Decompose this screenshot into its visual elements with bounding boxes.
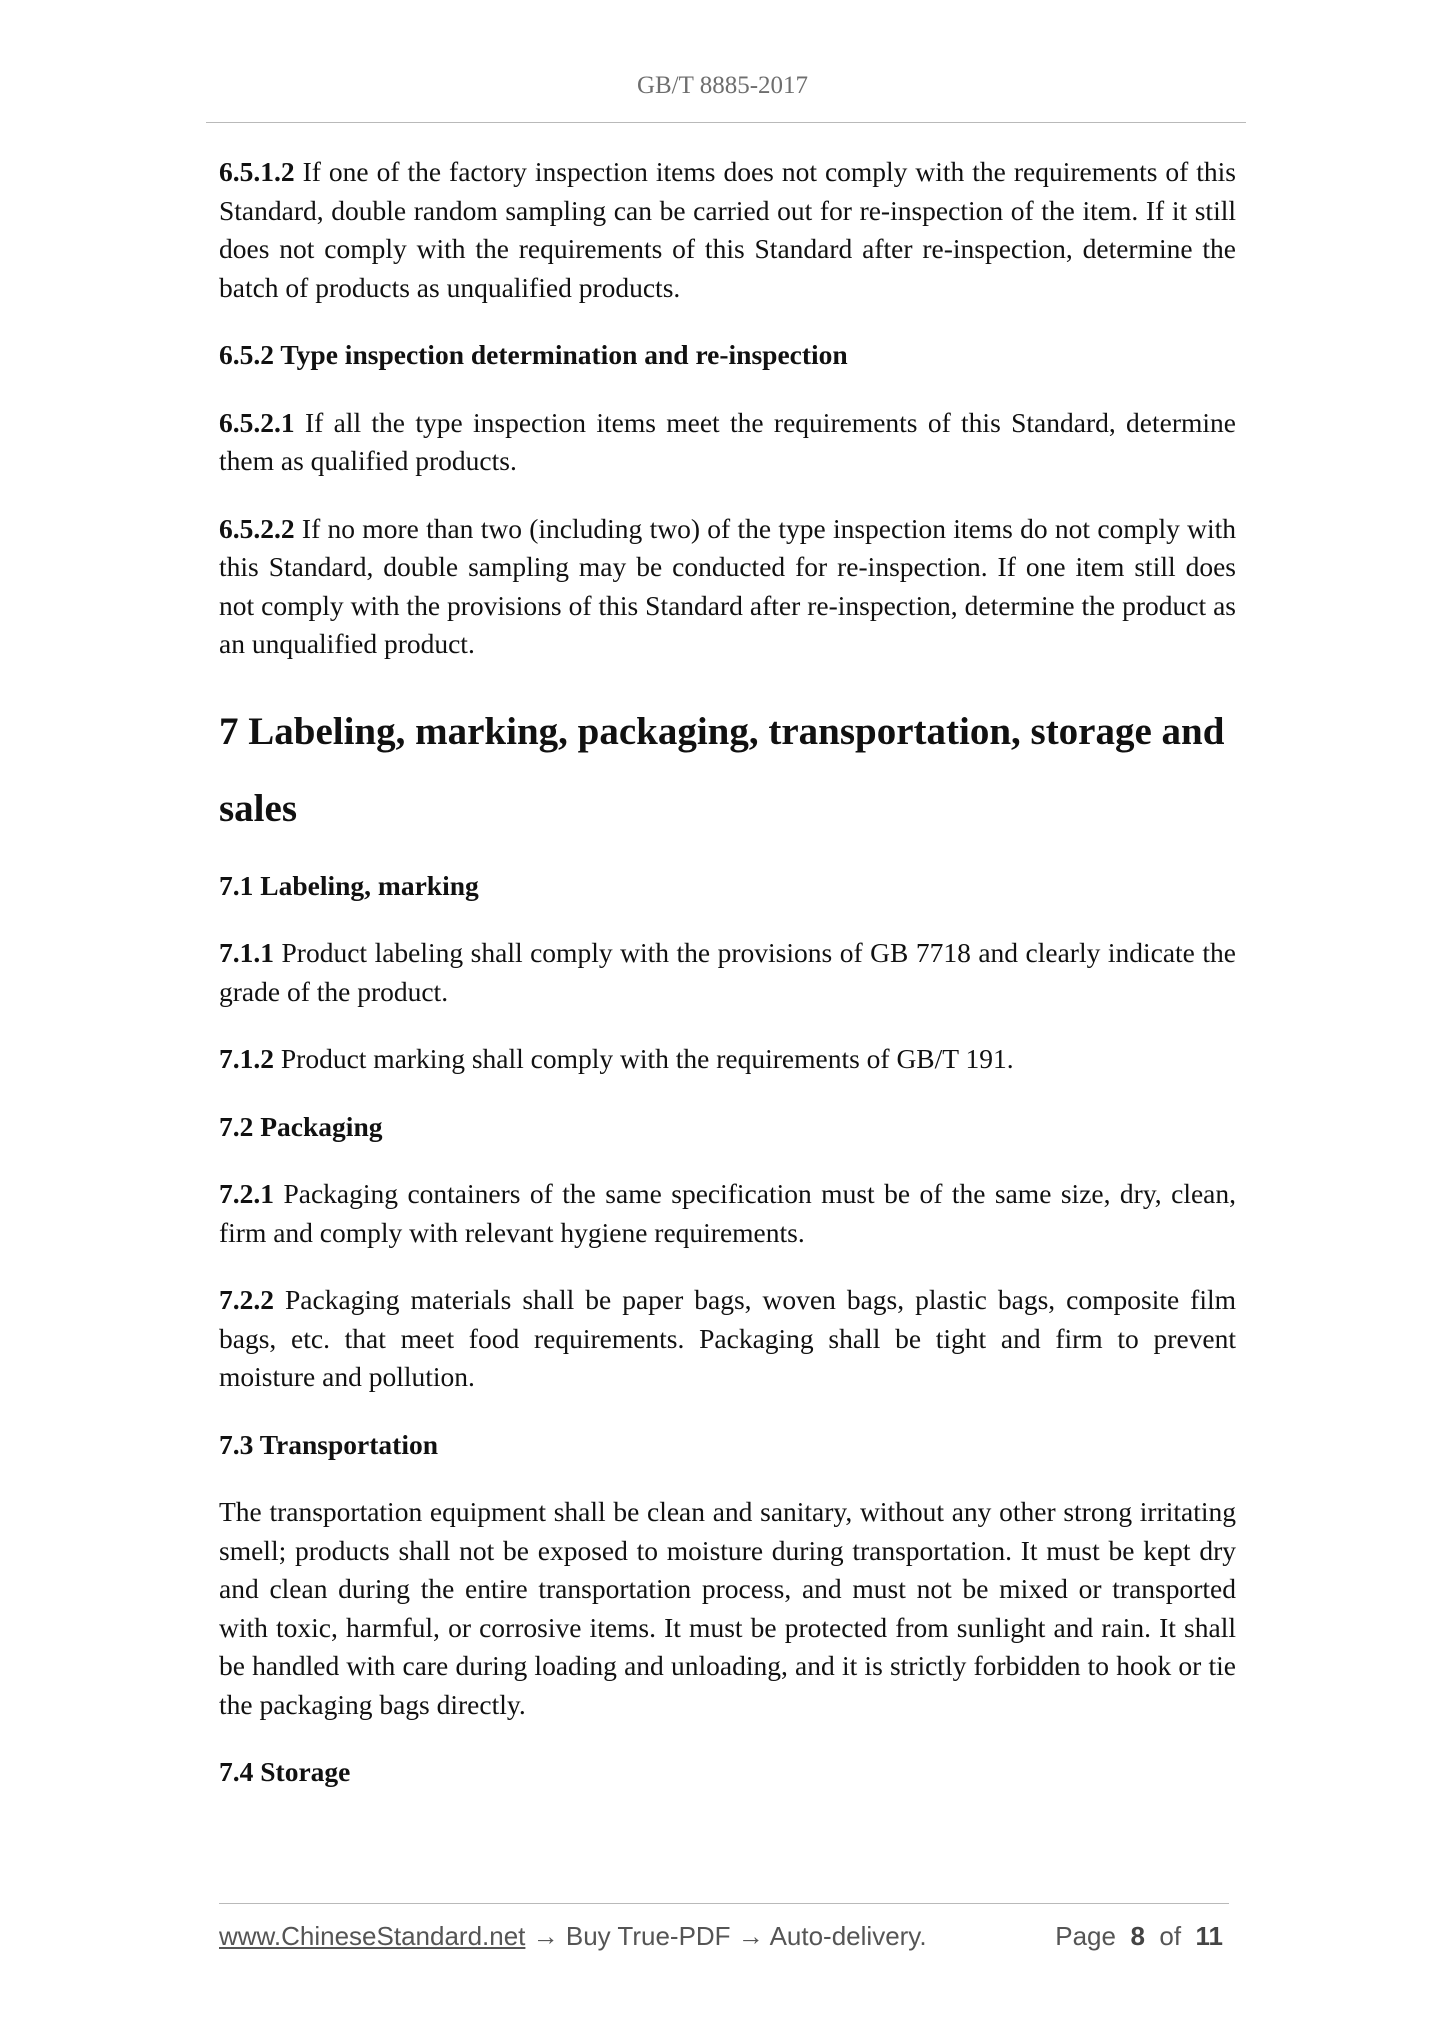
clause-6-5-2-2 xyxy=(219,510,1236,664)
page-total: 11 xyxy=(1195,1921,1223,1951)
heading-7-4: 7.4 Storage xyxy=(219,1756,351,1787)
clause-number: 7.1.2 xyxy=(219,1043,274,1074)
footer-promo xyxy=(219,1921,927,1952)
clause-number: 6.5.2.1 xyxy=(219,406,295,438)
section-heading-7: 7 Labeling, marking, packaging, transportation, storage and sales xyxy=(219,709,1225,830)
heading-7-3: 7.3 Transportation xyxy=(219,1428,439,1460)
clause-number: 6.5.2.2 xyxy=(219,512,295,544)
clause-number: 7.1.1 xyxy=(219,937,274,968)
clause-number: 6.5.1.2 xyxy=(219,156,295,187)
clause-text: If no more than two (including two) of the type inspection items do not comply with this Standard, double sampling may be conducted for re-inspection. If one item still does not comply with the provisions of this Standard after re-inspection, determine the product as an unqualified product. xyxy=(219,512,1237,659)
heading-7-1: 7.1 Labeling, marking xyxy=(219,869,479,901)
clause-6-5-2-1 xyxy=(219,404,1236,481)
clause-text: Packaging containers of the same specification must be of the same size, dry, clean, firm and comply with relevant hygiene requirements. xyxy=(219,1178,1236,1248)
clause-text: Product labeling shall comply with the provisions of GB 7718 and clearly indicate the grade of the product. xyxy=(219,937,1236,1007)
clause-text: Product marking shall comply with the requirements of GB/T 191. xyxy=(280,1043,1014,1074)
heading-6-5-2: 6.5.2 Type inspection determination and re-inspection xyxy=(219,339,848,370)
page-label: Page xyxy=(1055,1921,1116,1951)
clause-6-5-1-2 xyxy=(219,153,1236,307)
footer-promo-text: → Buy True-PDF → Auto-delivery. xyxy=(525,1921,927,1951)
clause-number: 7.2.2 xyxy=(219,1284,274,1315)
clause-7-2-2 xyxy=(219,1281,1236,1397)
page-current: 8 xyxy=(1130,1921,1145,1951)
heading-7-2: 7.2 Packaging xyxy=(219,1110,383,1142)
clause-number: 7.2.1 xyxy=(219,1178,274,1209)
page-content xyxy=(219,153,1236,1821)
clause-text: Packaging materials shall be paper bags, woven bags, plastic bags, composite film bags, etc. that meet food requirements. Packaging shall be tight and firm to prevent moisture and pollution. xyxy=(219,1284,1237,1392)
page-indicator xyxy=(1055,1921,1223,1952)
clause-text: If one of the factory inspection items does not comply with the requirements of this Standard, double random sampling can be carried out for re-inspection of the item. If it still does not comply with the requirements of this Standard after re-inspection, determine the batch of products as unqualified products. xyxy=(219,156,1236,303)
footer-divider xyxy=(219,1903,1229,1904)
clause-7-1-1 xyxy=(219,934,1236,1011)
document-code-header: GB/T 8885-2017 xyxy=(636,72,809,99)
clause-7-2-1 xyxy=(219,1175,1236,1252)
clause-7-3-text: The transportation equipment shall be clean and sanitary, without any other strong irritating smell; products shall not be exposed to moisture during transportation. It must be kept dry and clean during the entire transportation process, and must not be mixed or transported with toxic, harmful, or corrosive items. It must be protected from sunlight and rain. It shall be handled with care during loading and unloading, and it is strictly forbidden to hook or tie the packaging bags directly. xyxy=(219,1496,1236,1720)
clause-7-1-2 xyxy=(219,1040,1236,1079)
page-of: of xyxy=(1159,1921,1182,1951)
website-link[interactable]: www.ChineseStandard.net xyxy=(219,1921,526,1951)
clause-text: If all the type inspection items meet the requirements of this Standard, determine them as qualified products. xyxy=(219,406,1237,476)
header-divider xyxy=(206,122,1246,123)
page-footer xyxy=(219,1921,1229,1957)
